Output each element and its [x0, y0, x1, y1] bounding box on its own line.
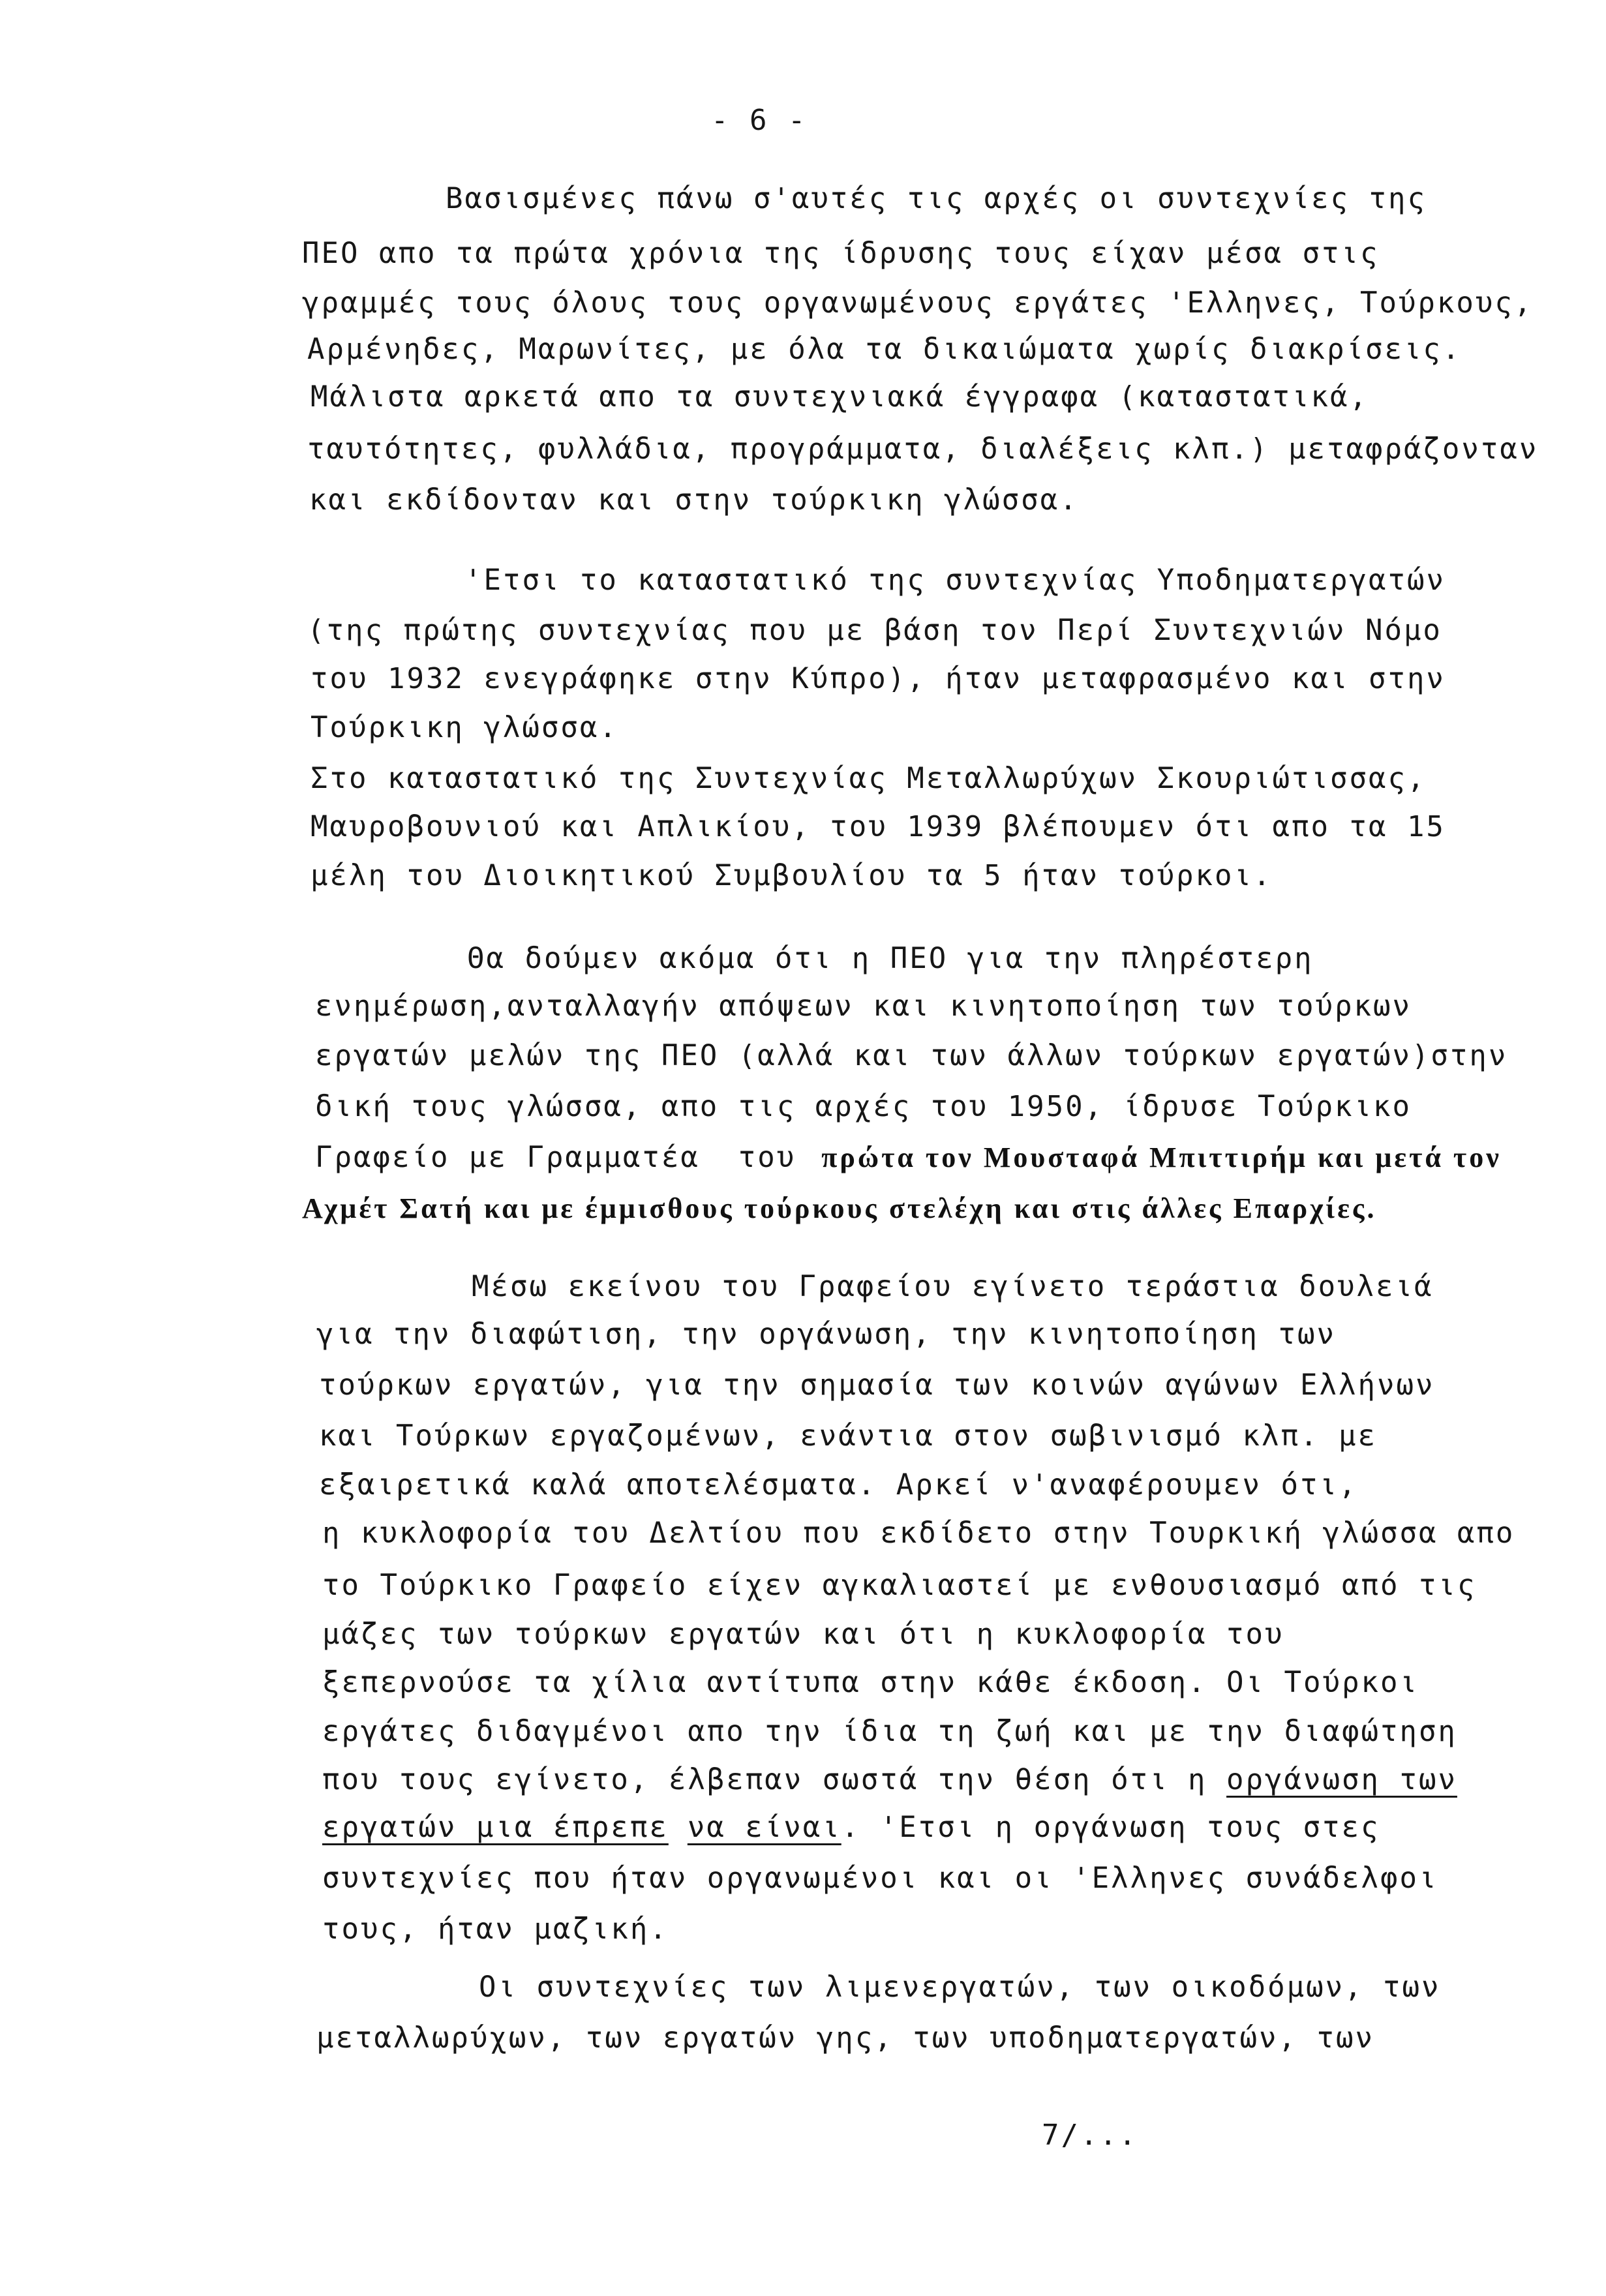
plain-text: . 'Ετσι η οργάνωση τους στες: [841, 1811, 1380, 1844]
text-line: [322, 1760, 1457, 1800]
underlined-text: εργατών μια έπρεπε: [322, 1811, 669, 1844]
underlined-text: να είναι: [687, 1811, 841, 1844]
text-line: εξαιρετικά καλά αποτελέσματα. Αρκεί ν'αναφέρουμεν ότι,: [319, 1468, 1358, 1502]
text-line: Βασισμένες πάνω σ'αυτές τις αρχές οι συντεχνίες της: [446, 182, 1427, 215]
text-line: για την διαφώτιση, την οργάνωση, την κινητοποίηση των: [316, 1318, 1336, 1351]
text-line: και Τούρκων εργαζομένων, ενάντια στον σωβινισμό κλπ. με: [319, 1419, 1377, 1453]
text-line: μεταλλωρύχων, των εργατών γης, των υποδηματεργατών, των: [316, 2021, 1374, 2055]
text-line: Μέσω εκείνου του Γραφείου εγίνετο τεράστια δουλειά: [472, 1270, 1434, 1303]
inserted-text: Αχμέτ Σατή και με έμμισθους τούρκους στελέχη και στις άλλες Επαρχίες.: [302, 1192, 1377, 1224]
underlined-text: οργάνωση των: [1226, 1763, 1457, 1796]
text-line: η κυκλοφορία του Δελτίου που εκδίδετο στην Τουρκική γλώσσα απο: [322, 1517, 1515, 1550]
text-line: τους, ήταν μαζική.: [322, 1912, 669, 1946]
text-line: μέλη του Διοικητικού Συμβουλίου τα 5 ήταν τούρκοι.: [311, 859, 1273, 892]
text-line: (της πρώτης συντεχνίας που με βάση τον Περί Συντεχνιών Νόμο: [307, 614, 1442, 647]
text-line: Αρμένηδες, Μαρωνίτες, με όλα τα δικαιώματα χωρίς διακρίσεις.: [307, 333, 1462, 366]
text-line: δική τους γλώσσα, απο τις αρχές του 1950, ίδρυσε Τούρκικο: [315, 1090, 1412, 1123]
text-line: εργατών μελών της ΠΕΟ (αλλά και των άλλων τούρκων εργατών)στην: [315, 1039, 1508, 1072]
text-line: ταυτότητες, φυλλάδια, προγράμματα, διαλέξεις κλπ.) μεταφράζονταν: [307, 432, 1539, 466]
text-line: [322, 1808, 1380, 1847]
continuation-marker: 7/...: [1042, 2119, 1138, 2152]
text-line: μάζες των τούρκων εργατών και ότι η κυκλοφορία του: [322, 1618, 1284, 1651]
plain-text: που τους εγίνετο, έλβεπαν σωστά την θέση ότι η: [322, 1763, 1227, 1796]
page-number: - 6 -: [711, 104, 808, 137]
inserted-text: πρώτα τον Μουσταφά Μπιττιρήμ και μετά τον: [821, 1141, 1502, 1173]
text-line: Τούρκικη γλώσσα.: [311, 711, 618, 744]
text-line: του 1932 ενεγράφηκε στην Κύπρο), ήταν μεταφρασμένο και στην: [311, 662, 1446, 695]
text-line: Μαυροβουνιού και Απλικίου, του 1939 βλέπουμεν ότι απο τα 15: [311, 810, 1446, 843]
text-line: Θα δούμεν ακόμα ότι η ΠΕΟ για την πληρέστερη: [467, 942, 1314, 975]
typed-text: Γραφείο με Γραμματέα του: [315, 1141, 796, 1174]
text-line: ενημέρωση,ανταλλαγήν απόψεων και κινητοποίηση των τούρκων: [315, 989, 1412, 1023]
text-line: Στο καταστατικό της Συντεχνίας Μεταλλωρύχων Σκουριώτισσας,: [311, 762, 1427, 795]
text-line: και εκδίδονταν και στην τούρκικη γλώσσα.: [309, 483, 1079, 517]
text-line: 'Ετσι το καταστατικό της συντεχνίας Υποδηματεργατών: [464, 564, 1446, 597]
text-line: Οι συντεχνίες των λιμενεργατών, των οικοδόμων, των: [479, 1971, 1441, 2004]
text-line: γραμμές τους όλους τους οργανωμένους εργάτες 'Ελληνες, Τούρκους,: [302, 286, 1534, 320]
text-line: εργάτες διδαγμένοι απο την ίδια τη ζωή και με την διαφώτηση: [322, 1715, 1457, 1748]
text-line: συντεχνίες που ήταν οργανωμένοι και οι 'Ελληνες συνάδελφοι: [322, 1862, 1438, 1895]
text-line: ΠΕΟ απο τα πρώτα χρόνια της ίδρυσης τους είχαν μέσα στις: [302, 237, 1380, 270]
text-line: το Τούρκικο Γραφείο είχεν αγκαλιαστεί με ενθουσιασμό από τις: [322, 1569, 1477, 1602]
text-line: Μάλιστα αρκετά απο τα συντεχνιακά έγγραφα (καταστατικά,: [311, 380, 1369, 414]
text-line: τούρκων εργατών, για την σημασία των κοινών αγώνων Ελλήνων: [319, 1368, 1435, 1402]
text-line: [315, 1138, 1502, 1177]
text-line: ξεπερνούσε τα χίλια αντίτυπα στην κάθε έκδοση. Οι Τούρκοι: [322, 1666, 1419, 1699]
